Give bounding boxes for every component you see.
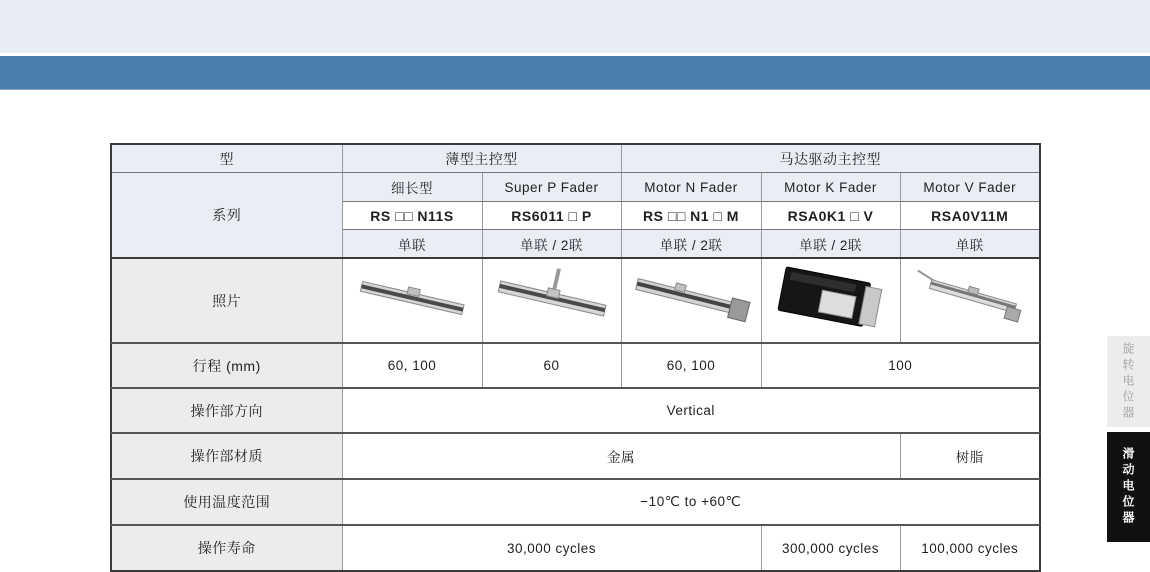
travel-row-header: 行程 (mm) (111, 343, 342, 388)
material-resin: 树脂 (900, 433, 1040, 479)
super-p-fader-photo (488, 262, 616, 336)
series-name-row (111, 173, 1040, 202)
temperature-value: −10℃ to +60℃ (342, 479, 1040, 525)
photo-cell-super-p (482, 258, 621, 343)
series-name-motor-n: Motor N Fader (621, 173, 761, 202)
group-motor-driven-master: 马达驱动主控型 (621, 144, 1040, 173)
photo-cell-motor-k (761, 258, 900, 343)
material-row (111, 433, 1040, 479)
direction-value: Vertical (342, 388, 1040, 433)
life-thin-types: 30,000 cycles (342, 525, 761, 571)
direction-row (111, 388, 1040, 433)
side-tab-slide-potentiometer[interactable] (1107, 432, 1150, 542)
travel-row (111, 343, 1040, 388)
material-row-header: 操作部材质 (111, 433, 342, 479)
gang-slim: 单联 (342, 230, 482, 259)
series-name-super-p: Super P Fader (482, 173, 621, 202)
series-name-motor-k: Motor K Fader (761, 173, 900, 202)
photo-cell-slim (342, 258, 482, 343)
series-name-motor-v: Motor V Fader (900, 173, 1040, 202)
model-super-p: RS6011 □ P (482, 202, 621, 230)
side-tab-rotary-potentiometer[interactable] (1107, 336, 1150, 427)
side-tab-slide-label: 滑动电位器 (1121, 447, 1135, 527)
travel-motor-n: 60, 100 (621, 343, 761, 388)
motor-v-fader-photo (906, 262, 1034, 336)
temperature-row (111, 479, 1040, 525)
group-thin-master: 薄型主控型 (342, 144, 621, 173)
series-name-slim: 细长型 (342, 173, 482, 202)
photo-cell-motor-v (900, 258, 1040, 343)
gang-super-p: 单联 / 2联 (482, 230, 621, 259)
side-tab-rotary-label: 旋转电位器 (1121, 341, 1135, 422)
gang-motor-n: 单联 / 2联 (621, 230, 761, 259)
life-motor-v: 100,000 cycles (900, 525, 1040, 571)
type-row-header: 型 (111, 144, 342, 173)
model-motor-k: RSA0K1 □ V (761, 202, 900, 230)
photo-row-header: 照片 (111, 258, 342, 343)
temperature-row-header: 使用温度范围 (111, 479, 342, 525)
life-motor-k: 300,000 cycles (761, 525, 900, 571)
spec-table (110, 143, 1041, 572)
series-row-header: 系列 (111, 173, 342, 259)
motor-k-fader-photo (767, 262, 895, 336)
top-band (0, 0, 1150, 53)
life-row (111, 525, 1040, 571)
photo-cell-motor-n (621, 258, 761, 343)
model-slim: RS □□ N11S (342, 202, 482, 230)
travel-motor-k-v: 100 (761, 343, 1040, 388)
material-metal: 金属 (342, 433, 900, 479)
slim-fader-photo (348, 262, 476, 336)
fader-spec-table (110, 143, 1041, 572)
blue-nav-band (0, 56, 1150, 90)
photo-row (111, 258, 1040, 343)
direction-row-header: 操作部方向 (111, 388, 342, 433)
gang-motor-k: 单联 / 2联 (761, 230, 900, 259)
model-motor-v: RSA0V11M (900, 202, 1040, 230)
life-row-header: 操作寿命 (111, 525, 342, 571)
motor-n-fader-photo (627, 262, 755, 336)
travel-slim: 60, 100 (342, 343, 482, 388)
type-row (111, 144, 1040, 173)
model-motor-n: RS □□ N1 □ M (621, 202, 761, 230)
travel-super-p: 60 (482, 343, 621, 388)
gang-motor-v: 单联 (900, 230, 1040, 259)
